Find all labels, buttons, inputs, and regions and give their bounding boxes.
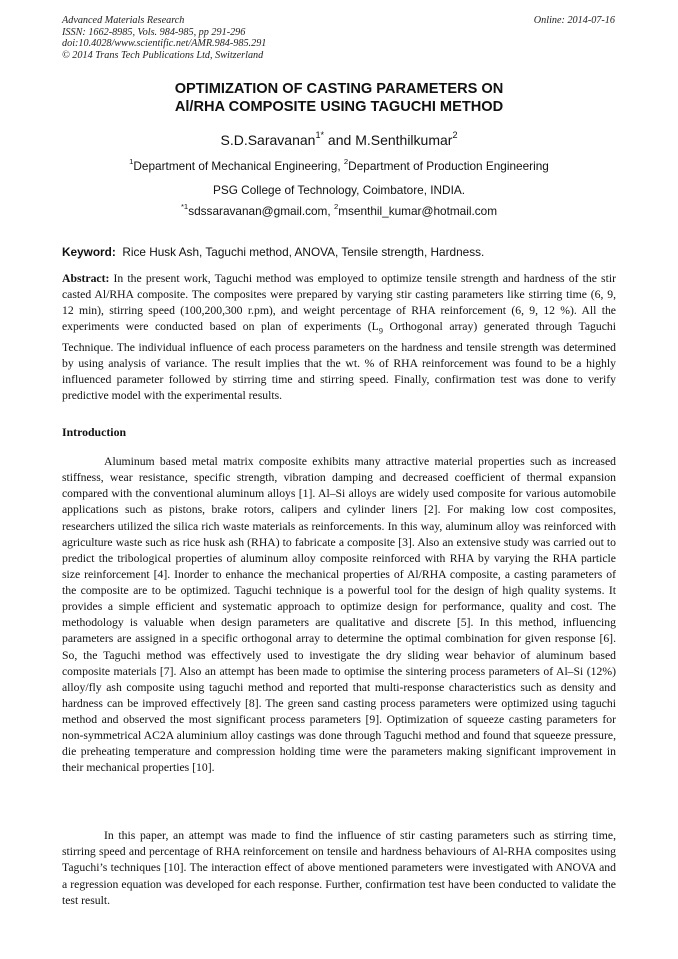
online-date: Online: 2014-07-16	[533, 15, 615, 26]
email-1: sdssaravanan@gmail.com,	[188, 204, 334, 218]
abstract-subscript: 9	[378, 326, 383, 336]
abstract-text-1: In the present work, Taguchi method was employed to optimize tensile strength and hardness of the stir casted Al/RHA composite. The composites were prepared by varying stir casting parameters like stirring time (6, 9, 12 min), stirring speed (100,200,300 r.pm), and weight percentage of RHA reinforcement (6, 9, 12 %). All the experiments were conducted based on plan of experiments (L	[62, 272, 616, 334]
journal-header	[62, 15, 422, 61]
affiliation-departments	[62, 156, 616, 173]
introduction-heading: Introduction	[62, 425, 127, 439]
copyright-line: © 2014 Trans Tech Publications Ltd, Switzerland	[62, 49, 264, 61]
affil-dept-2: Department of Production Engineering	[348, 159, 549, 173]
title-line-1: OPTIMIZATION OF CASTING PARAMETERS ON	[174, 81, 504, 97]
author-connector: and	[324, 132, 356, 148]
affil-dept-1: Department of Mechanical Engineering,	[133, 159, 344, 173]
author-emails	[62, 201, 616, 218]
email-2: msenthil_kumar@hotmail.com	[338, 204, 498, 218]
title-line-2: Al/RHA COMPOSITE USING TAGUCHI METHOD	[174, 99, 504, 115]
doi-line: doi:10.4028/www.scientific.net/AMR.984-985.291	[62, 38, 267, 50]
abstract-text-2: Orthogonal array) generated through Taguchi Technique. The individual influence of each process parameters on the hardness and tensile strength was determined by using analysis of variance. The result implies that the wt. % of RHA reinforcement was found to be a highly influenced parameter followed by stirring time and stirring speed. Finally, confirmation test was done to verify predictive model with the experimental results.	[62, 320, 617, 402]
introduction-paragraph-1: Aluminum based metal matrix composite exhibits many attractive material properties such as increased stiffness, wear resistance, specific strength, vibration damping and decreased coefficient of thermal expansion compared with the conventional aluminum alloys [1]. Al–Si alloys are widely used composite for various automobile applications such as pistons, brake rotors, calipers and cylinder liners [2]. For making low cost composites, researchers utilized the silica rich waste materials as reinforcements. In this way, aluminum alloy was reinforced with agriculture waste such as rice husk ash (RHA) to fabricate a composite [3]. Also an extensive study was carried out to predict the tribological properties of aluminum alloy composite reinforced with RHA by varying the RHA particle size reinforcement [4]. Inorder to enhance the mechanical properties of Al/RHA composite, a casting parameters of the composite are to be optimized. Taguchi technique is a powerful tool for the design of high quality systems. It provides a simple efficient and systematic approach to optimize design for performance, quality and cost. The methodology is valuable when design parameters are qualitative and discrete [5]. In this method, influencing parameters are assigned in a specific orthogonal array to determine the optimal combination for given response [6]. So, the Taguchi method was effectively used to investigate the dry sliding wear behavior of aluminum based composite materials [7]. Also an attempt has been made to optimise the sintering process parameters of Al–Si (12%) alloy/fly ash composite using taguchi method and reported that multi-response characteristics such as density and hardness can be improved effectively [8]. The green sand casting process parameters were optimized using taguchi method and observed the most significant process parameters [9]. Optimization of squeeze casting parameters for non-symmetrical AC2A aluminium alloy castings was done through Taguchi method and found that squeeze pressure, die preheating temperature and compression holding time were the parameters making significant improvement in their mechanical properties [10].	[62, 455, 616, 775]
affil-mark-2: 2	[343, 156, 349, 166]
keyword-text: Rice Husk Ash, Taguchi method, ANOVA, Tensile strength, Hardness.	[122, 245, 485, 259]
journal-name: Advanced Materials Research	[62, 15, 185, 26]
email-mark-1: *1	[180, 201, 189, 211]
issn-line: ISSN: 1662-8985, Vols. 984-985, pp 291-296	[62, 26, 246, 38]
author-1: S.D.Saravanan	[220, 132, 316, 148]
author-2-mark: 2	[452, 129, 458, 140]
affil-mark-1: 1	[129, 156, 134, 166]
email-mark-2: 2	[333, 201, 339, 211]
author-2: M.Senthilkumar	[355, 132, 453, 148]
keyword-label: Keyword:	[62, 245, 116, 259]
abstract-label: Abstract:	[62, 272, 110, 285]
author-1-mark: 1*	[315, 129, 325, 140]
author-list	[62, 129, 616, 148]
abstract	[62, 271, 616, 404]
paper-title	[62, 80, 616, 116]
affiliation-college: PSG College of Technology, Coimbatore, INDIA.	[212, 183, 465, 197]
keywords	[62, 245, 616, 259]
introduction-paragraph-2: In this paper, an attempt was made to find the influence of stir casting parameters such as stirring time, stirring speed and percentage of RHA reinforcement on tensile and hardness behaviours of Al-RHA composites using Taguchi’s techniques [10]. The interaction effect of above mentioned parameters were investigated with ANOVA and a regression equation was developed for each response. Further, confirmation test have been conducted to validate the test result.	[62, 829, 616, 907]
